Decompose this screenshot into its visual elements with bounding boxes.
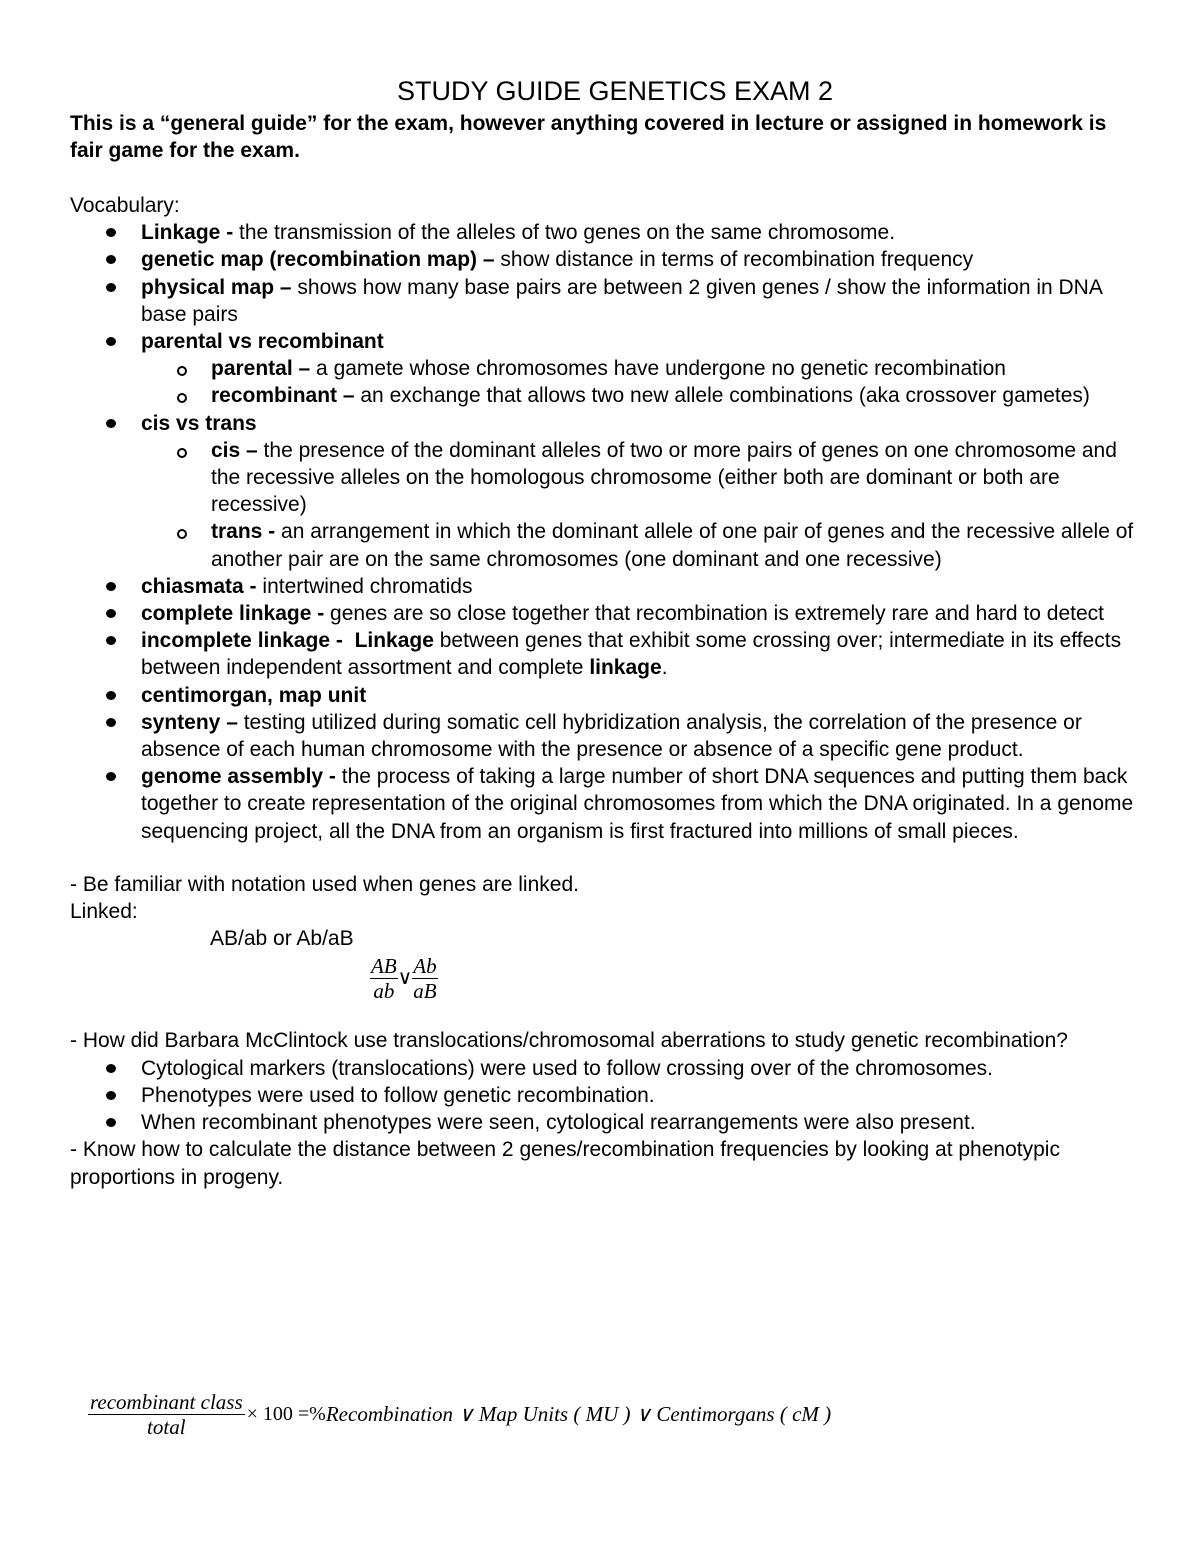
- bullet-icon: [106, 1091, 116, 1100]
- bullet-icon: [106, 609, 116, 618]
- bullet-icon: [106, 419, 116, 428]
- vocab-item-genetic-map: genetic map (recombination map) – show distance in terms of recombination frequency: [70, 246, 1140, 273]
- vocab-item-parental-vs-recombinant: parental vs recombinant parental – a gamete whose chromosomes have undergone no genetic recombination recombinant – an exchange that allows two new allele combinations (aka crossover gametes): [70, 328, 1140, 410]
- list-item: Phenotypes were used to follow genetic recombination.: [70, 1082, 1140, 1109]
- vocab-item-genome-assembly: genome assembly - the process of taking a large number of short DNA sequences and putting them back together to create representation of the original chromosomes from which the DNA originated. In a genome sequencing project, all the DNA from an organism is first fractured into millions of small pieces.: [70, 763, 1140, 845]
- vocab-item-complete-linkage: complete linkage - genes are so close together that recombination is extremely rare and hard to detect: [70, 600, 1140, 627]
- bullet-icon: [106, 1118, 116, 1127]
- bullet-icon: [106, 718, 116, 727]
- bullet-icon: [106, 582, 116, 591]
- vocab-list: [70, 219, 1140, 845]
- vocab-item-cis-vs-trans: cis vs trans cis – the presence of the dominant alleles of two or more pairs of genes on one chromosome and the recessive alleles on the homologous chromosome (either both are dominant or both are recessive) trans - an arrangement in which the dominant allele of one pair of genes and the recessive allele of another pair are on the same chromosomes (one dominant and one recessive): [70, 410, 1140, 573]
- fraction-ab: $\frac{AB}{ab}$: [371, 954, 397, 1004]
- bullet-icon: [106, 337, 116, 346]
- vocab-subitem-cis: cis – the presence of the dominant alleles of two or more pairs of genes on one chromosome and the recessive alleles on the homologous chromosome (either both are dominant or both are recessive): [70, 437, 1140, 519]
- vocab-item-centimorgan: centimorgan, map unit: [70, 682, 1140, 709]
- bullet-icon: [106, 772, 116, 781]
- intro-text: This is a “general guide” for the exam, however anything covered in lecture or assigned in homework is fair game for the exam.: [70, 112, 1107, 162]
- vocab-item-incomplete-linkage: incomplete linkage - Linkage between genes that exhibit some crossing over; intermediate in its effects between independent assortment and complete linkage.: [70, 627, 1140, 681]
- vocab-item-synteny: synteny – testing utilized during somatic cell hybridization analysis, the correlation of the presence or absence of each human chromosome with the presence or absence of a specific gene product.: [70, 709, 1140, 763]
- vocab-subitem-parental: parental – a gamete whose chromosomes have undergone no genetic recombination: [70, 355, 1140, 382]
- page-title: STUDY GUIDE GENETICS EXAM 2: [396, 76, 834, 106]
- linked-notation-plain: AB/ab or Ab/aB: [210, 927, 354, 951]
- hollow-bullet-icon: [177, 529, 187, 539]
- fraction-ab-ab: $\frac{Ab}{aB}$: [413, 954, 437, 1004]
- bullet-icon: [106, 691, 116, 700]
- vocab-subitem-recombinant: recombinant – an exchange that allows two new allele combinations (aka crossover gametes): [70, 382, 1140, 409]
- vocab-item-chiasmata: chiasmata - intertwined chromatids: [70, 573, 1140, 600]
- list-item: Cytological markers (translocations) were used to follow crossing over of the chromosomes.: [70, 1055, 1140, 1082]
- mcclintock-question: - How did Barbara McClintock use translocations/chromosomal aberrations to study genetic recombination?: [70, 1029, 1068, 1053]
- hollow-bullet-icon: [177, 366, 187, 376]
- list-item: When recombinant phenotypes were seen, cytological rearrangements were also present.: [70, 1109, 1140, 1136]
- vocab-item-linkage: Linkage - the transmission of the alleles of two genes on the same chromosome.: [70, 219, 1140, 246]
- bullet-icon: [106, 636, 116, 645]
- linked-notation-fraction: $\frac{AB}{ab}$ ∨ $\frac{Ab}{aB}$: [371, 954, 437, 1004]
- hollow-bullet-icon: [177, 393, 187, 403]
- notation-line: - Be familiar with notation used when genes are linked.: [70, 872, 579, 896]
- vocab-heading: Vocabulary:: [70, 194, 180, 217]
- mcclintock-list: [70, 1055, 1140, 1137]
- vocab-item-physical-map: physical map – shows how many base pairs are between 2 given genes / show the information in DNA base pairs: [70, 274, 1140, 328]
- linked-label: Linked:: [70, 900, 138, 924]
- document-page: [70, 74, 1140, 1191]
- bullet-icon: [106, 283, 116, 292]
- distance-instruction: - Know how to calculate the distance between 2 genes/recombination frequencies by looking at phenotypic proportions in progeny.: [70, 1138, 1060, 1189]
- bullet-icon: [106, 1064, 116, 1073]
- formula-fraction: $\frac{\text{recombinant class}}{\text{total}}$: [90, 1390, 243, 1439]
- bullet-icon: [106, 228, 116, 237]
- vocab-subitem-trans: trans - an arrangement in which the dominant allele of one pair of genes and the recessive allele of another pair are on the same chromosomes (one dominant and one recessive): [70, 518, 1140, 572]
- hollow-bullet-icon: [177, 448, 187, 458]
- bullet-icon: [106, 255, 116, 264]
- recombination-formula: $\frac{\text{recombinant class}}{\text{total}}$ × 100 =% Recombination ∨ Map Units ( MU ) ∨ Centimorgans ( cM ): [90, 1390, 832, 1439]
